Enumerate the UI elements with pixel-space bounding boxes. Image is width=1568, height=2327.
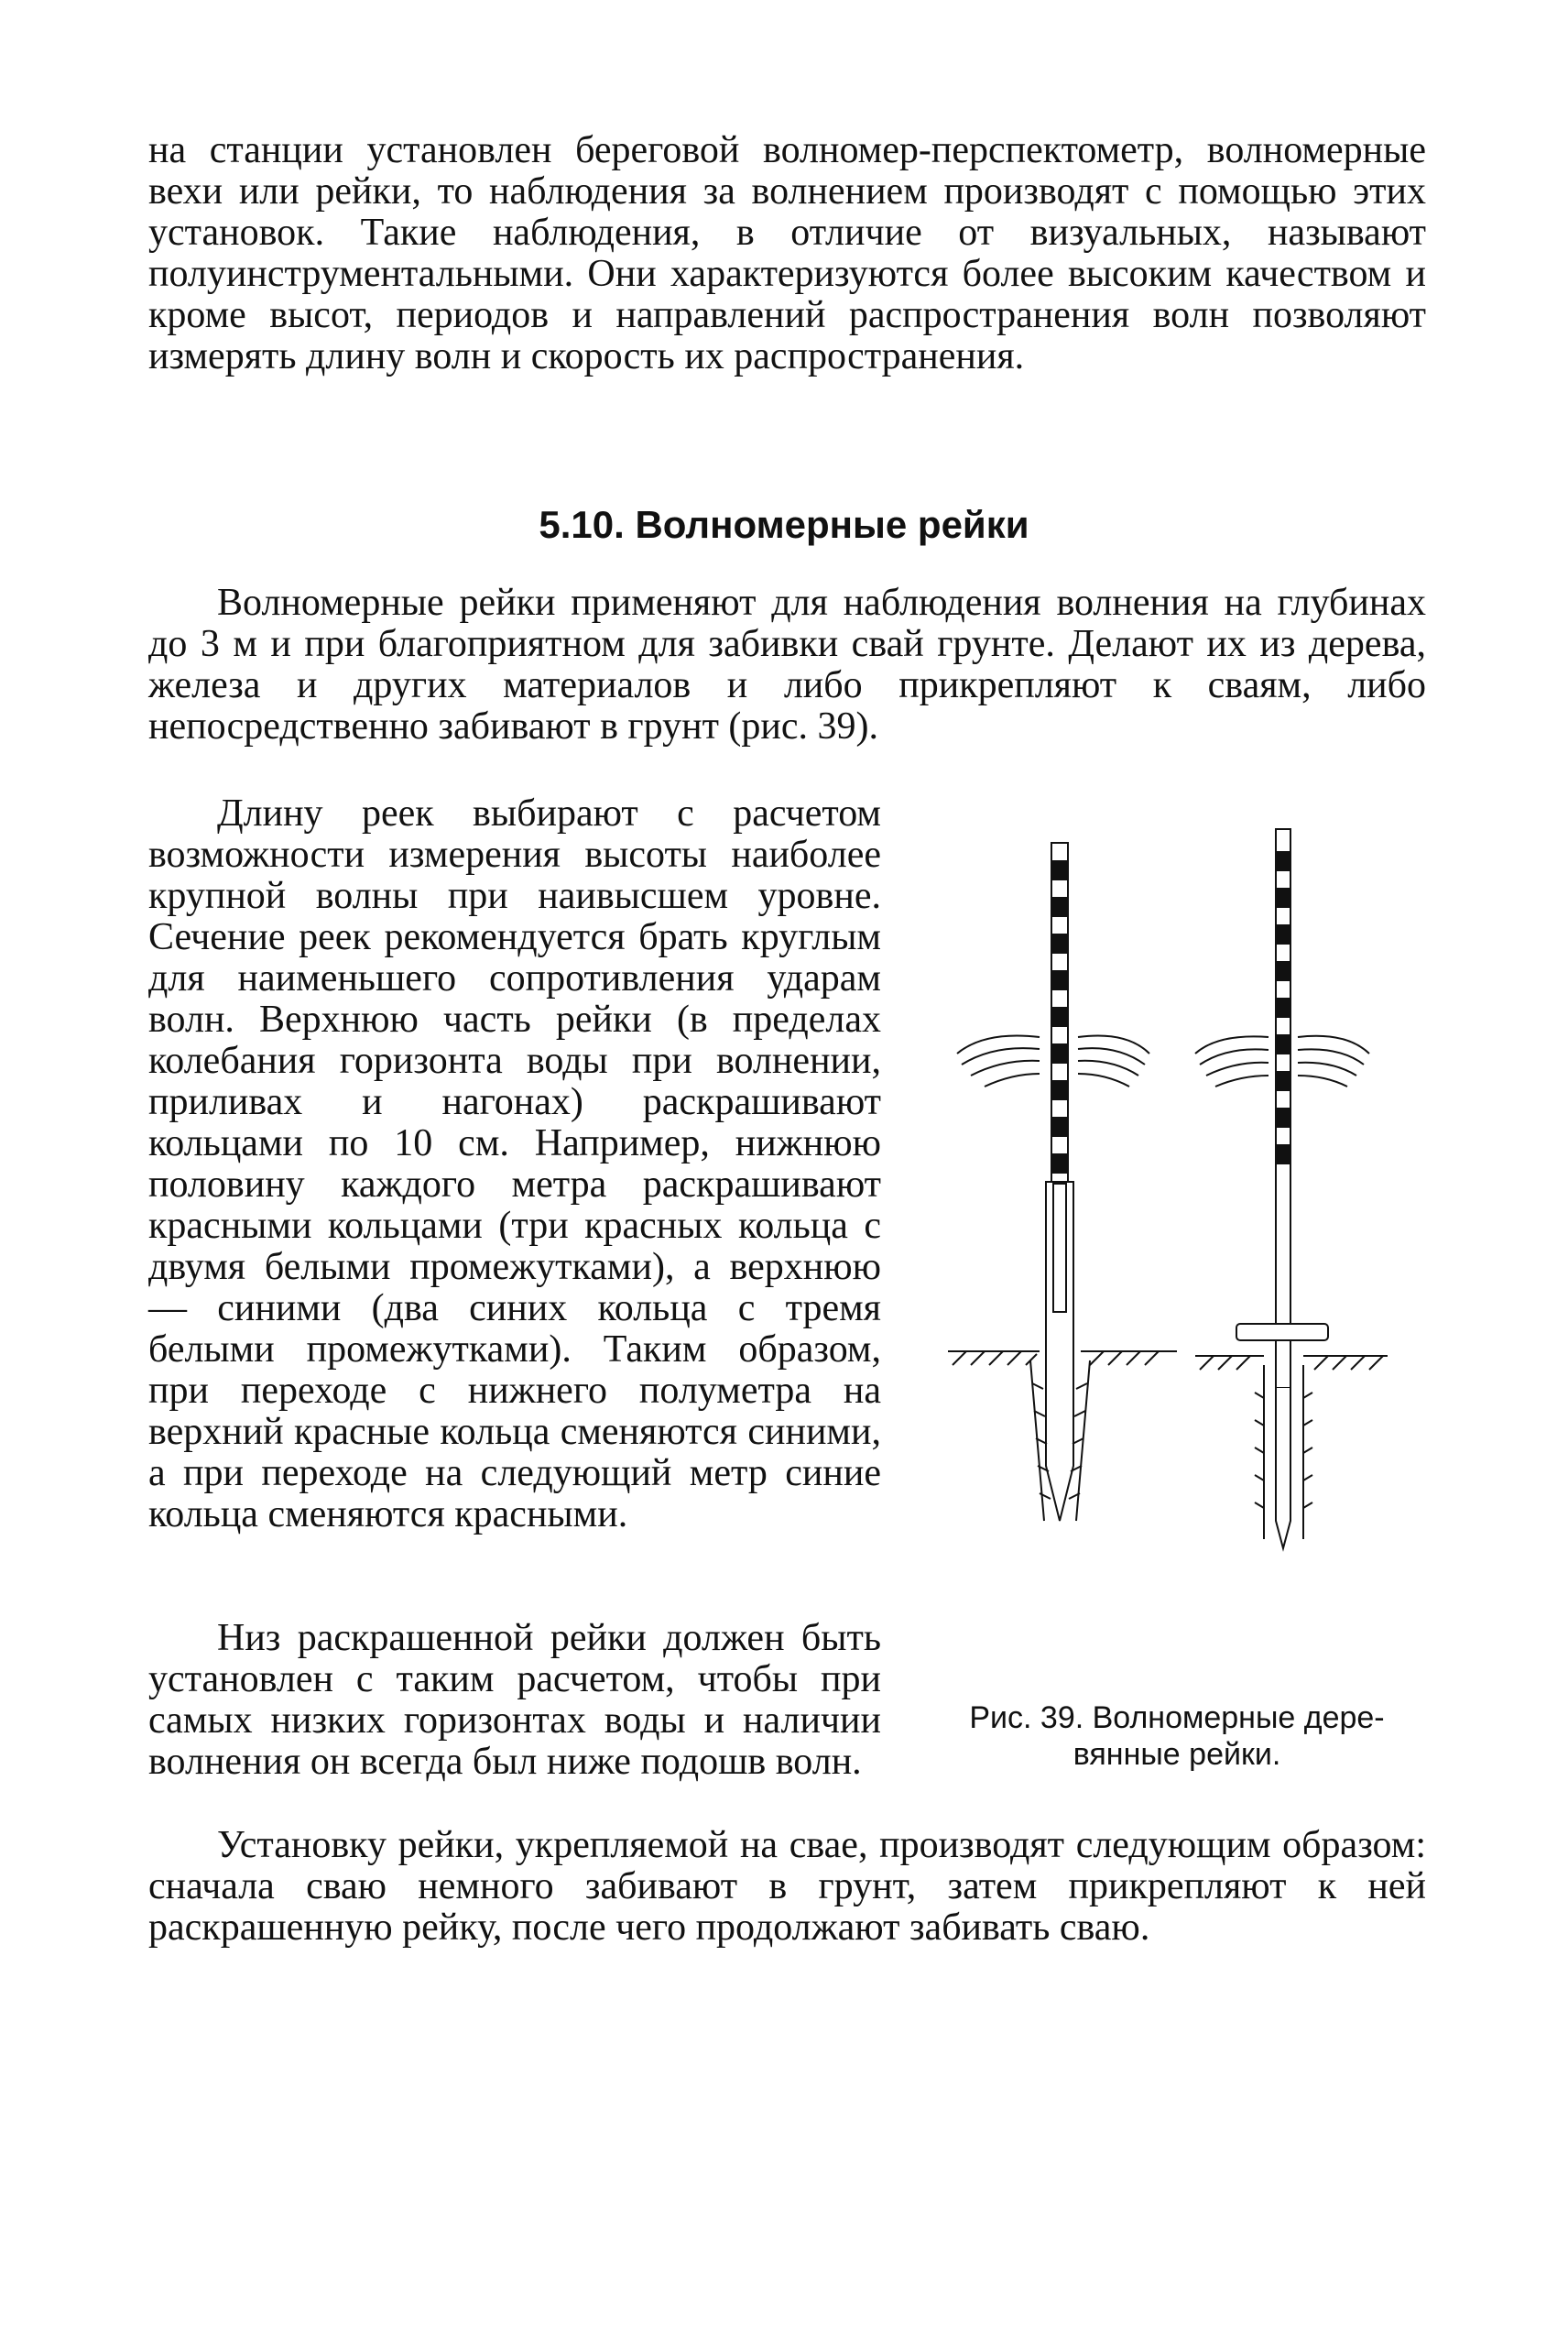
left-staff-drawing <box>948 843 1177 1521</box>
wave-staffs-illustration <box>930 825 1424 1686</box>
caption-line-1: Рис. 39. Волномерные дере- <box>969 1700 1385 1735</box>
paragraph-staff-length-and-painting: Длину реек выбирают с расчетом возможности измерения высоты наиболее крупной волны при наивысшем уровне. Сечение реек рекомендуется брать круглым для наименьшего сопротивления ударам волн. Верхнюю часть рейки (в пределах колебания горизонта воды при волнении, приливах и нагонах) раскрашивают кольцами по 10 см. Например, нижнюю половину каждого метра раскрашивают красными кольцами (три красных кольца с двумя белыми промежутками), а верхнюю — синими (два синих кольца с тремя белыми промежутками). Таким образом, при переходе с нижнего полуметра на верхний красные кольца сменяются синими, а при переходе на следующий метр синие кольца сменяются красными. <box>148 792 881 1535</box>
paragraph-wave-staffs-usage: Волномерные рейки применяют для наблюдения волнения на глубинах до 3 м и при благоприятном для забивки свай грунте. Делают их из дерева, железа и других материалов и либо прикрепляют к сваям, либо непосредственно забивают в грунт (рис. 39). <box>148 582 1426 748</box>
figure-caption <box>930 1699 1424 1773</box>
paragraph-staff-bottom: Низ раскрашенной рейки должен быть установлен с таким расчетом, чтобы при самых низких горизонтах воды и наличии волнения он всегда был ниже подошв волн. <box>148 1617 881 1783</box>
paragraph-staff-installation: Установку рейки, укрепляемой на свае, производят следующим образом: сначала сваю немного забивают в грунт, затем прикрепляют к ней раскрашенную рейку, после чего продолжают забивать сваю. <box>148 1824 1426 1949</box>
figure-39 <box>930 825 1424 1772</box>
caption-line-2: вянные рейки. <box>1073 1737 1281 1772</box>
section-heading: 5.10. Волномерные рейки <box>539 503 1029 546</box>
right-staff-drawing <box>1195 829 1388 1548</box>
intro-paragraph: на станции установлен береговой волномер-перспектометр, волномерные вехи или рейки, то наблюдения за волнением производят с помощью этих установок. Такие наблюдения, в отличие от визуальных, называют полуинструментальными. Они характеризуются более высоким качеством и кроме высот, периодов и направлений распространения волн позволяют измерять длину волн и скорость их распространения. <box>148 129 1426 377</box>
